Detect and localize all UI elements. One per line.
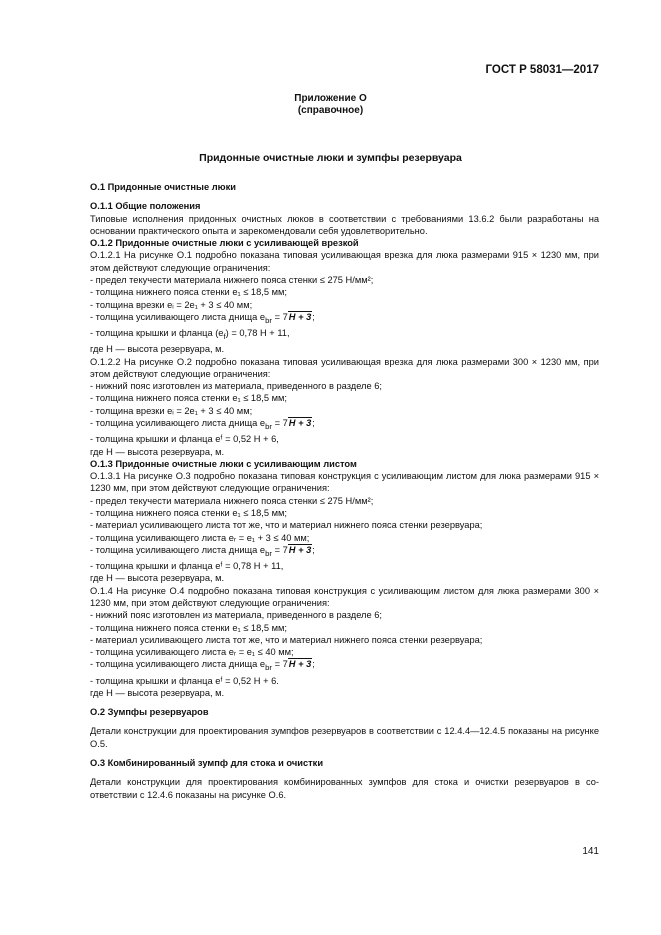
section-o12-heading: О.1.2 Придонные очистные люки с усиливающей врезкой bbox=[90, 238, 359, 249]
section-o122-text: О.1.2.2 На рисунке О.2 подробно показана типовая усиливающая врезка для люка размерами 300 × 1230 мм, при этом действуют следующие ограничения: bbox=[90, 356, 599, 379]
list-item-insert: - толщина врезки eᵢ = 2e₁ + 3 ≤ 40 мм; bbox=[90, 405, 253, 416]
page-number: 141 bbox=[582, 846, 599, 857]
list-item-reinforcement: - толщина усиливающего листа eᵣ = e₁ ≤ 40 мм; bbox=[90, 647, 294, 658]
list-item-lowbelt: - нижний пояс изготовлен из материала, приведенного в разделе 6; bbox=[90, 610, 382, 621]
section-o11-text: Типовые исполнения придонных очистных люков в соответствии с требованиями 13.6.2 были разработаны на основании практического опыта и зарекомендовали себя удовлетворительно. bbox=[90, 213, 599, 236]
radical: H + 3 bbox=[288, 659, 312, 670]
section-o1-heading: О.1 Придонные очистные люки bbox=[90, 182, 236, 192]
section-o2-text: Детали конструкции для проектирования зумпфов резервуаров в соответствии с 12.4.4—12.4.5 показаны на рисунке О.5. bbox=[90, 726, 599, 749]
list-item-bottom: - толщина усиливающего листа днища $e_{br} = 7H + 3$; bbox=[90, 418, 315, 431]
section-o3-text: Детали конструкции для проектирования комбинированных зумпфов для стока и очистки резервуаров в со-ответствии с 12.4.6 показаны на рисунке О.6. bbox=[90, 777, 599, 800]
list-item-material: - материал усиливающего листа тот же, что и материал нижнего пояса стенки резервуара; bbox=[90, 634, 483, 645]
section-o11-heading: О.1.1 Общие положения bbox=[90, 201, 201, 212]
section-o13-heading: О.1.3 Придонные очистные люки с усиливающим листом bbox=[90, 458, 357, 469]
list-item-cover: - толщина крышки и фланца eᶠ = 0,78 H + 11, bbox=[90, 561, 284, 572]
list-item-shell: - толщина нижнего пояса стенки e₁ ≤ 18,5 мм; bbox=[90, 287, 287, 298]
list-item-shell: - толщина нижнего пояса стенки e₁ ≤ 18,5 мм; bbox=[90, 622, 287, 633]
list-item-bottom: - толщина усиливающего листа днища $e_{br} = 7H + 3$; bbox=[90, 311, 315, 325]
list-item-cover: - толщина крышки и фланца eᶠ = 0,52 H + 6, bbox=[90, 434, 279, 445]
radical: H + 3 bbox=[288, 311, 312, 322]
section-o2-heading: О.2 Зумпфы резервуаров bbox=[90, 707, 209, 718]
list-item-shell: - толщина нижнего пояса стенки e₁ ≤ 18,5 мм; bbox=[90, 393, 287, 404]
document-title: Придонные очистные люки и зумпфы резервуара bbox=[199, 152, 462, 164]
list-item-yield: - предел текучести материала нижнего пояса стенки ≤ 275 Н/мм²; bbox=[90, 495, 374, 506]
where-note: где H — высота резервуара, м. bbox=[90, 446, 225, 457]
list-item-reinforcement: - толщина усиливающего листа eᵣ = e₁ + 3 ≤ 40 мм; bbox=[90, 532, 310, 543]
appendix-title: Приложение О bbox=[294, 93, 367, 104]
list-item-yield: - предел текучести материала нижнего пояса стенки ≤ 275 Н/мм²; bbox=[90, 275, 374, 286]
list-item-shell: - толщина нижнего пояса стенки e₁ ≤ 18,5 мм; bbox=[90, 508, 287, 518]
section-o14-text: О.1.4 На рисунке О.4 подробно показана типовая конструкция с усиливающим листом для люка размерами 300 × 1230 мм, при этом действуют следующие ограничения: bbox=[90, 585, 599, 608]
list-item-material: - материал усиливающего листа тот же, что и материал нижнего пояса стенки резервуара; bbox=[90, 520, 483, 531]
standard-code: ГОСТ Р 58031—2017 bbox=[485, 64, 599, 76]
appendix-heading bbox=[0, 93, 661, 117]
list-item-insert: - толщина врезки eᵢ = 2e₁ + 3 ≤ 40 мм; bbox=[90, 299, 253, 310]
list-item-bottom: - толщина усиливающего листа днища $e_{br} = 7H + 3$; bbox=[90, 659, 315, 673]
list-item-cover: - толщина крышки и фланца $(e_f) = 0,78$ H + 11, bbox=[90, 328, 290, 341]
appendix-subtitle: (справочное) bbox=[297, 105, 364, 116]
radical: H + 3 bbox=[288, 418, 312, 429]
list-item-bottom: - толщина усиливающего листа днища $e_{br} = 7H + 3$; bbox=[90, 544, 315, 558]
document-body bbox=[62, 181, 599, 801]
where-note: где H — высота резервуара, м. bbox=[90, 344, 225, 355]
radical: H + 3 bbox=[288, 544, 312, 555]
where-note: где H — высота резервуара, м. bbox=[90, 687, 225, 698]
list-item-lowbelt: - нижний пояс изготовлен из материала, приведенного в разделе 6; bbox=[90, 381, 382, 392]
where-note: где H — высота резервуара, м. bbox=[90, 573, 225, 584]
list-item-cover: - толщина крышки и фланца eᶠ = 0,52 H + 6. bbox=[90, 675, 279, 686]
section-o121-text: О.1.2.1 На рисунке О.1 подробно показана типовая усиливающая врезка для люка размерами 915 × 1230 мм, при этом действуют следующие ограничения: bbox=[90, 250, 599, 273]
section-o131-text: О.1.3.1 На рисунке О.3 подробно показана типовая конструкция с усиливающим листом для люка размерами 915 × 1230 мм, при этом действуют следующие ограничения: bbox=[90, 471, 599, 494]
section-o3-heading: О.3 Комбинированный зумпф для стока и очистки bbox=[90, 758, 324, 769]
